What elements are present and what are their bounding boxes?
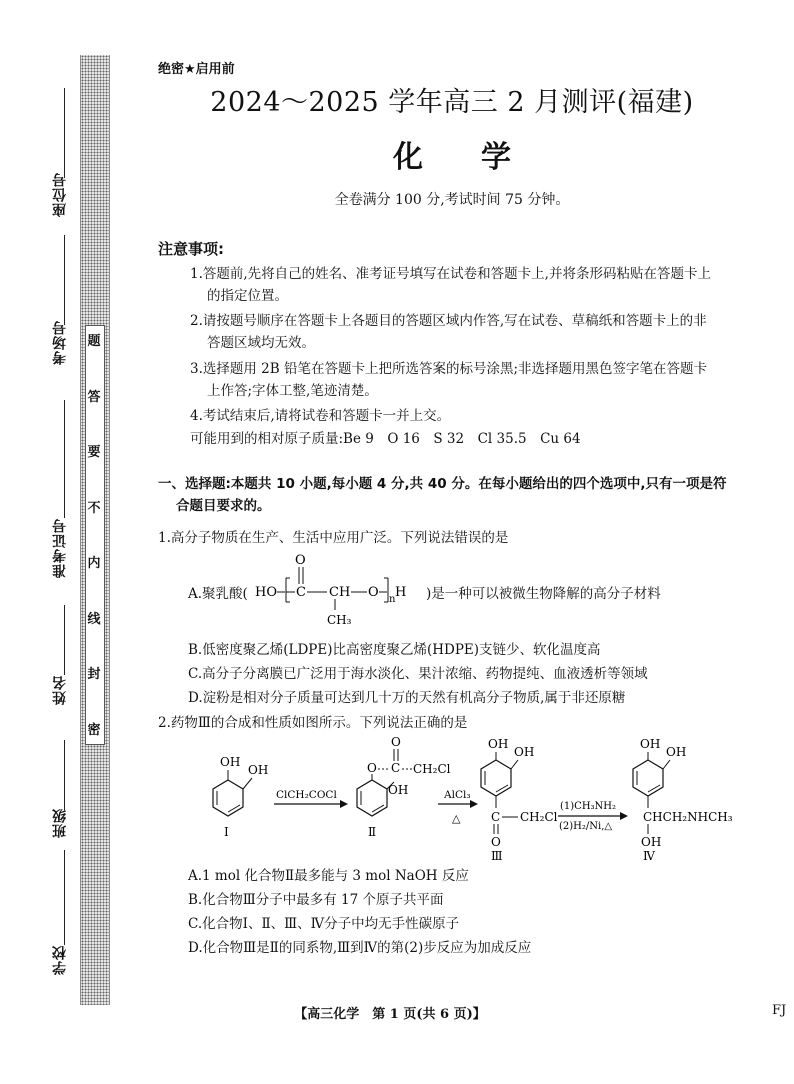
seal-char: 线 — [87, 611, 101, 627]
q2-option-d: D.化合物Ⅲ是Ⅱ的同系物,Ⅲ到Ⅳ的第(2)步反应为加成反应 — [188, 940, 532, 956]
reagent-label: AlCl₃ — [444, 789, 471, 801]
bond — [663, 760, 670, 769]
hydroxyl-label: OH — [248, 763, 269, 777]
q1-option-a-prefix: A.聚乳酸( — [188, 586, 248, 602]
q2-option-a: A.1 mol 化合物Ⅱ最多能与 3 mol NaOH 反应 — [188, 868, 469, 884]
q2-option-c: C.化合物Ⅰ、Ⅱ、Ⅲ、Ⅳ分子中均无手性碳原子 — [188, 916, 460, 932]
atomic-masses: 可能用到的相对原子质量:Be 9 O 16 S 32 Cl 35.5 Cu 64 — [190, 431, 581, 447]
page-footer: 【高三化学 第 1 页(共 6 页)】 — [294, 1007, 486, 1022]
compound-i — [213, 755, 268, 839]
notice-line: 的指定位置。 — [207, 288, 288, 304]
compound-ii — [357, 735, 451, 839]
admission-number-line[interactable] — [64, 400, 66, 518]
notice-item-1 — [190, 263, 790, 307]
carbonyl-carbon-label: C — [391, 761, 401, 775]
reagent-label: (1)CH₃NH₂ — [560, 801, 617, 812]
hydroxyl-label: OH — [388, 783, 409, 797]
notice-item-2 — [190, 310, 790, 354]
hydroxyl-label: OH — [641, 835, 662, 849]
compound-label-i: Ⅰ — [224, 825, 229, 839]
exam-room-label: 考场号 — [52, 320, 68, 365]
section-line: 合题目要求的。 — [176, 498, 271, 514]
seal-char: 答 — [87, 389, 101, 405]
side-chain-label: CHCH₂NHCH₃ — [643, 810, 733, 824]
chloromethyl-label: CH₂Cl — [413, 762, 451, 776]
q1-stem: 1.高分子物质在生产、生活中应用广泛。下列说法错误的是 — [158, 530, 509, 546]
name-label: 姓名 — [52, 675, 68, 705]
reaction-arrow-1 — [274, 789, 348, 808]
q1-option-d: D.淀粉是相对分子质量可达到几十万的天然有机高分子物质,属于非还原糖 — [188, 690, 626, 706]
section-heading — [158, 473, 794, 517]
seal-line-text — [85, 330, 103, 738]
ring-double-bond — [648, 785, 660, 792]
seal-char: 不 — [87, 500, 101, 516]
seal-char: 题 — [87, 334, 101, 349]
formula-text: C — [296, 585, 306, 600]
arrow-head — [470, 800, 478, 808]
ring-double-bond — [496, 785, 508, 792]
exam-title: 2024～2025 学年高三 2 月测评(福建) — [210, 87, 694, 118]
seal-char: 要 — [87, 445, 101, 461]
q1-option-a-suffix: )是一种可以被微生物降解的高分子材料 — [426, 586, 661, 602]
compound-iii — [481, 737, 558, 862]
notice-line: 答题区域均无效。 — [207, 335, 315, 351]
formula-text: CH — [329, 585, 351, 600]
hydroxyl-label: OH — [514, 745, 535, 759]
exam-info: 全卷满分 100 分,考试时间 75 分钟。 — [334, 192, 570, 208]
ring-double-bond — [372, 805, 384, 812]
notice-line: 4.考试结束后,请将试卷和答题卡一并上交。 — [190, 408, 451, 424]
reagent-label: ClCH₂COCl — [276, 789, 337, 801]
subject-title: 化学 — [393, 140, 569, 175]
carbonyl-carbon-label: C — [491, 810, 501, 824]
region-code: FJ — [772, 1003, 787, 1018]
seat-number-line[interactable] — [64, 88, 66, 178]
admission-number-label: 准考证号 — [52, 518, 68, 578]
q2-stem: 2.药物Ⅲ的合成和性质如图所示。下列说法正确的是 — [158, 715, 468, 731]
arrow-head — [620, 812, 628, 820]
polylactic-acid-formula — [255, 548, 425, 628]
chloromethyl-label: CH₂Cl — [520, 810, 558, 824]
carbonyl-oxygen-label: O — [391, 735, 401, 749]
notice-line: 1.答题前,先将自己的姓名、准考证号填写在试卷和答题卡上,并将条形码粘贴在答题卡上 — [190, 266, 711, 282]
reagent-label: (2)H₂/Ni,△ — [559, 821, 613, 832]
formula-text: HO — [255, 585, 277, 600]
class-line[interactable] — [64, 740, 66, 810]
notice-item-3 — [190, 358, 790, 402]
carbonyl-oxygen-label: O — [491, 835, 501, 849]
formula-text: CH₃ — [327, 613, 352, 627]
compound-label-iii: Ⅲ — [491, 849, 503, 862]
seal-char: 封 — [87, 667, 101, 683]
formula-text: O — [295, 553, 306, 568]
notice-item-4 — [190, 405, 790, 427]
compound-iv — [633, 737, 733, 862]
arrow-head — [340, 800, 348, 808]
compound-label-ii: Ⅱ — [368, 825, 377, 839]
notice-line: 2.请按题号顺序在答题卡上各题目的答题区域内作答,写在试卷、草稿纸和答题卡上的非 — [190, 313, 707, 329]
hydroxyl-label: OH — [640, 737, 661, 751]
name-line[interactable] — [64, 605, 66, 675]
q1-option-c: C.高分子分离膜已广泛用于海水淡化、果汁浓缩、药物提纯、血液透析等领域 — [188, 666, 648, 682]
seal-char: 内 — [87, 556, 101, 572]
formula-text: H — [395, 585, 407, 600]
seal-char: 密 — [87, 722, 101, 738]
bond — [511, 760, 518, 769]
ring-double-bond — [228, 805, 240, 812]
reagent-label: △ — [452, 812, 461, 825]
hydroxyl-label: OH — [488, 737, 509, 751]
q2-option-b: B.化合物Ⅲ分子中最多有 17 个原子共平面 — [188, 892, 444, 908]
seat-number-label: 座位号 — [52, 172, 68, 217]
confidential-mark: 绝密★启用前 — [158, 62, 235, 77]
school-line[interactable] — [64, 850, 66, 945]
notice-line: 3.选择题用 2B 铅笔在答题卡上把所选答案的标号涂黑;非选择题用黑色签字笔在答题卡 — [190, 361, 708, 377]
hydroxyl-label: OH — [666, 745, 687, 759]
school-label: 学校 — [52, 945, 68, 975]
compound-label-iv: Ⅳ — [643, 849, 655, 862]
formula-text: n — [389, 594, 396, 605]
class-label: 班级 — [52, 808, 68, 838]
bond — [243, 778, 252, 789]
reaction-arrow-3 — [558, 801, 628, 832]
notice-heading: 注意事项: — [158, 240, 224, 258]
formula-text: O — [368, 585, 379, 600]
notice-line: 上作答;字体工整,笔迹清楚。 — [207, 383, 378, 399]
exam-room-line[interactable] — [64, 235, 66, 325]
hydroxyl-label: OH — [220, 755, 241, 769]
reaction-arrow-2 — [438, 789, 478, 825]
section-line: 一、选择题:本题共 10 小题,每小题 4 分,共 40 分。在每小题给出的四个选项中,只有一项是符 — [158, 476, 727, 492]
q1-option-b: B.低密度聚乙烯(LDPE)比高密度聚乙烯(HDPE)支链少、软化温度高 — [188, 642, 601, 658]
reaction-scheme — [200, 732, 780, 862]
ester-oxygen-label: O — [367, 761, 377, 775]
